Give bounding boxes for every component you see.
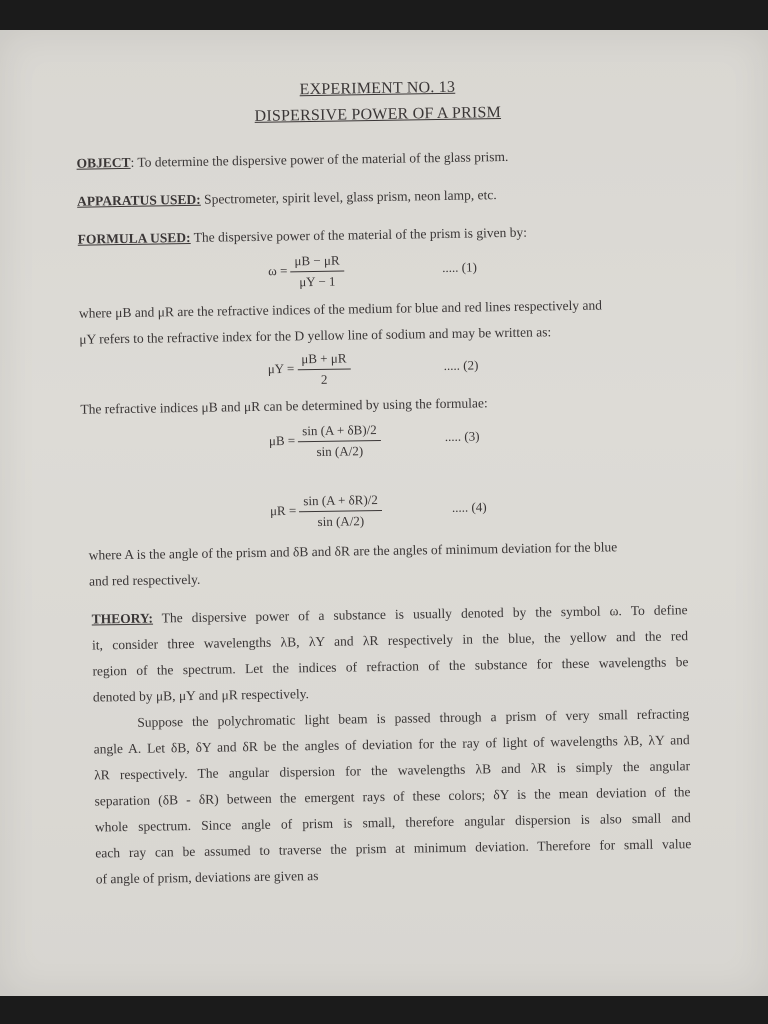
where-line-2: μY refers to the refractive index for the D yellow line of sodium and may be written as: <box>79 324 552 347</box>
equation-2 <box>267 348 350 390</box>
formula-label: FORMULA USED: <box>77 229 191 247</box>
eq3-numerator: sin (A + δB)/2 <box>298 420 381 442</box>
eq1-fraction <box>290 251 344 293</box>
eq3-fraction <box>298 420 381 462</box>
eq1-numerator: μB − μR <box>290 251 343 273</box>
object-line <box>76 144 508 177</box>
paper-sheet <box>0 30 768 996</box>
eq3-tag: ..... (3) <box>444 428 480 444</box>
document-page <box>0 24 768 1002</box>
theory-text-0: The dispersive power of a substance is usually denoted by the symbol ω. To define <box>152 602 688 626</box>
eq1-lhs: ω = <box>268 262 288 279</box>
eq2-fraction <box>297 348 351 390</box>
eq1-denominator: μY − 1 <box>299 273 336 290</box>
where-line-4: and red respectively. <box>88 571 201 589</box>
eq4-lhs: μR = <box>269 502 297 519</box>
eq3-denominator: sin (A/2) <box>316 443 364 459</box>
theory-line-8: separation (δB - δR) between the emergent rays of these colors; δY is the mean deviation of the <box>94 784 691 809</box>
where-line-1: where μB and μR are the refractive indices of the medium for blue and red lines respectively and <box>78 297 603 321</box>
theory-line-4: denoted by μB, μY and μR respectively. <box>92 686 310 705</box>
theory-line-9: whole spectrum. Since angle of prism is small, therefore angular dispersion is also small and <box>94 810 691 835</box>
page-title: DISPERSIVE POWER OF A PRISM <box>254 104 502 125</box>
equation-3 <box>269 420 382 463</box>
indices-line: The refractive indices μB and μR can be determined by using the formulae: <box>80 395 488 417</box>
eq2-lhs: μY = <box>267 360 295 377</box>
eq2-tag: ..... (2) <box>443 357 479 373</box>
where-line-3: where A is the angle of the prism and δB and δR are the angles of minimum deviation for the blue <box>88 539 618 563</box>
equation-4 <box>270 490 383 533</box>
apparatus-line <box>77 182 497 215</box>
eq4-fraction <box>299 490 382 532</box>
eq1-tag: ..... (1) <box>442 259 477 275</box>
eq4-tag: ..... (4) <box>451 499 487 515</box>
formula-line <box>78 220 528 253</box>
theory-line-11: of angle of prism, deviations are given as <box>95 868 319 887</box>
object-label: OBJECT <box>76 154 131 171</box>
apparatus-label: APPARATUS USED: <box>76 191 201 209</box>
eq4-numerator: sin (A + δR)/2 <box>299 490 382 512</box>
object-text: : To determine the dispersive power of the material of the glass prism. <box>130 148 509 170</box>
equation-1 <box>268 251 344 293</box>
theory-line-5: Suppose the polychromatic light beam is passed through a prism of very small refracting <box>137 706 690 730</box>
eq2-numerator: μB + μR <box>297 348 350 370</box>
theory-line-3: region of the spectrum. Let the indices of refraction of the substance for these wavelengths be <box>92 654 689 679</box>
apparatus-text: Spectrometer, spirit level, glass prism, neon lamp, etc. <box>200 187 497 207</box>
eq2-denominator: 2 <box>320 371 328 387</box>
theory-line-10: each ray can be assumed to traverse the prism at minimum deviation. Therefore for small value <box>95 836 692 861</box>
eq4-denominator: sin (A/2) <box>317 513 365 529</box>
formula-text: The dispersive power of the material of the prism is given by: <box>190 224 528 245</box>
theory-line-6: angle A. Let δB, δY and δR be the angles of deviation for the ray of light of wavelengths λB, λY and <box>93 732 690 757</box>
theory-line-7: λR respectively. The angular dispersion for the wavelengths λB and λR is simply the angular <box>94 758 691 783</box>
experiment-number: EXPERIMENT NO. 13 <box>299 78 456 99</box>
theory-line-2: it, consider three wavelengths λB, λY and λR respectively in the blue, the yellow and the red <box>91 628 689 653</box>
eq3-lhs: μB = <box>268 432 296 449</box>
theory-label: THEORY: <box>91 610 154 627</box>
